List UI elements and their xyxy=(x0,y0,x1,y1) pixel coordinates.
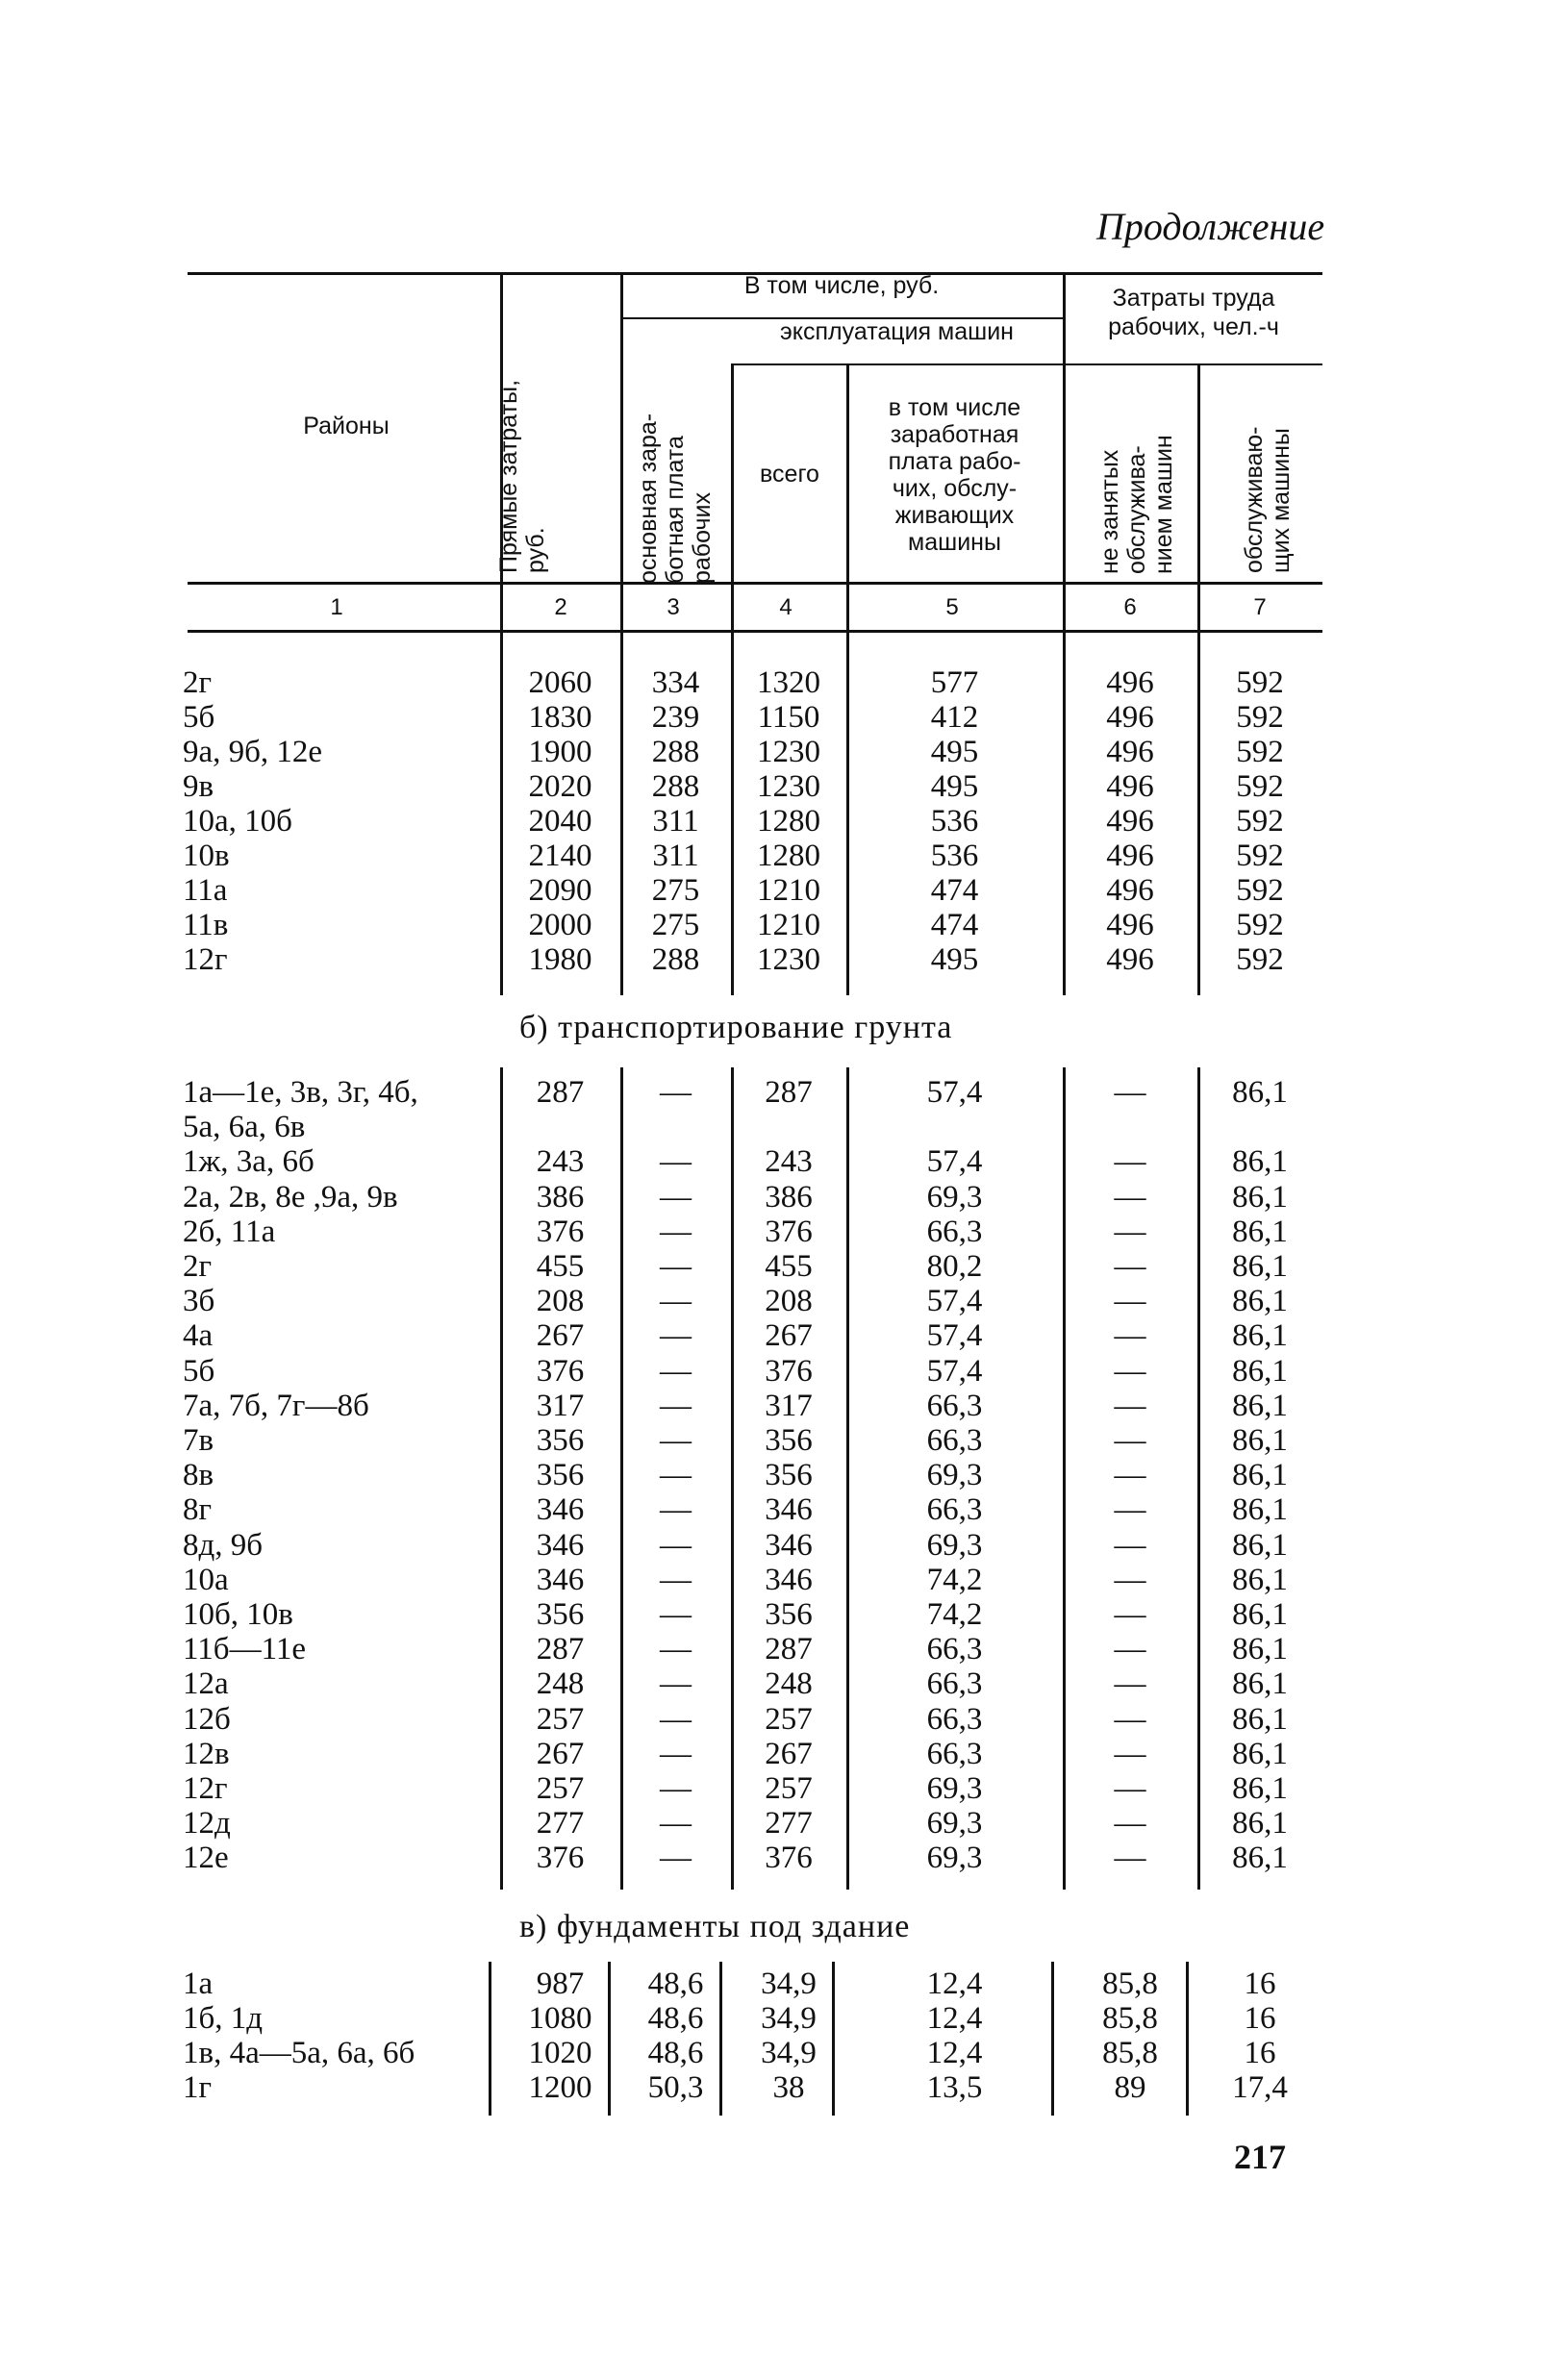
value-cell: 474 xyxy=(930,873,979,908)
column-number-5: 5 xyxy=(945,594,959,620)
value-cell: 267 xyxy=(536,1318,585,1354)
value-cell: 1280 xyxy=(757,804,820,839)
value-cell: 386 xyxy=(765,1179,813,1215)
column-number-6: 6 xyxy=(1123,594,1137,620)
district-cell: 12д xyxy=(183,1806,231,1841)
value-cell: 496 xyxy=(1106,665,1154,700)
value-cell: 1210 xyxy=(757,873,820,908)
value-cell: — xyxy=(1114,1388,1146,1423)
value-cell: 257 xyxy=(536,1771,585,1806)
value-cell: 592 xyxy=(1236,804,1284,839)
column-number-1: 1 xyxy=(330,594,343,620)
value-cell: 86,1 xyxy=(1232,1806,1288,1841)
district-cell: 12е xyxy=(183,1841,229,1876)
value-cell: 66,3 xyxy=(926,1632,983,1667)
value-cell: 69,3 xyxy=(926,1841,983,1876)
column-number-7: 7 xyxy=(1253,594,1267,620)
value-cell: 346 xyxy=(536,1527,585,1563)
district-cell: 12б xyxy=(183,1701,231,1737)
header-machine-service: обслуживаю- щих машины xyxy=(1241,426,1295,573)
value-cell: 267 xyxy=(765,1736,813,1771)
value-cell: — xyxy=(660,1423,692,1458)
value-cell: 376 xyxy=(765,1841,813,1876)
value-cell: 987 xyxy=(536,1967,585,2001)
value-cell: 536 xyxy=(930,839,979,873)
value-cell: — xyxy=(660,1492,692,1528)
value-cell: 275 xyxy=(651,908,700,942)
value-cell: 346 xyxy=(536,1492,585,1528)
value-cell: 12,4 xyxy=(926,2036,983,2070)
value-cell: — xyxy=(660,1388,692,1423)
value-cell: 455 xyxy=(765,1249,813,1284)
value-cell: 48,6 xyxy=(647,2001,704,2036)
value-cell: 86,1 xyxy=(1232,1458,1288,1493)
value-cell: — xyxy=(660,1632,692,1667)
district-cell: 5а, 6а, 6в xyxy=(183,1110,306,1145)
value-cell: 86,1 xyxy=(1232,1179,1288,1215)
district-cell: 10в xyxy=(183,839,230,873)
value-cell: — xyxy=(1114,1144,1146,1180)
district-cell: 11в xyxy=(183,908,229,942)
value-cell: 1320 xyxy=(757,665,820,700)
value-cell: — xyxy=(660,1597,692,1632)
value-cell: 311 xyxy=(652,804,699,839)
value-cell: 66,3 xyxy=(926,1736,983,1771)
value-cell: 592 xyxy=(1236,873,1284,908)
value-cell: — xyxy=(660,1144,692,1180)
header-divider-6 xyxy=(1197,363,1200,630)
value-cell: — xyxy=(660,1318,692,1354)
header-districts: Районы xyxy=(303,413,390,439)
value-cell: 208 xyxy=(536,1284,585,1319)
value-cell: 34,9 xyxy=(761,2036,817,2070)
value-cell: 86,1 xyxy=(1232,1562,1288,1597)
value-cell: 536 xyxy=(930,804,979,839)
value-cell: 57,4 xyxy=(926,1144,983,1180)
value-cell: 48,6 xyxy=(647,1967,704,2001)
section-b-title: б) транспортирование грунта xyxy=(519,1010,953,1045)
district-cell: 1ж, 3а, 6б xyxy=(183,1144,315,1180)
value-cell: — xyxy=(1114,1179,1146,1215)
value-cell: 86,1 xyxy=(1232,1214,1288,1249)
header-including: В том числе, руб. xyxy=(743,272,940,299)
value-cell: 48,6 xyxy=(647,2036,704,2070)
value-cell: 86,1 xyxy=(1232,1353,1288,1389)
value-cell: — xyxy=(1114,1527,1146,1563)
district-cell: 5б xyxy=(183,1353,215,1389)
value-cell: 57,4 xyxy=(926,1284,983,1319)
value-cell: 86,1 xyxy=(1232,1284,1288,1319)
value-cell: 474 xyxy=(930,908,979,942)
value-cell: 496 xyxy=(1106,769,1154,804)
value-cell: 86,1 xyxy=(1232,1771,1288,1806)
value-cell: 496 xyxy=(1106,804,1154,839)
value-cell: 496 xyxy=(1106,873,1154,908)
header-machine-operation: эксплуатация машин xyxy=(780,318,1014,345)
value-cell: 356 xyxy=(765,1423,813,1458)
value-cell: 85,8 xyxy=(1102,2036,1158,2070)
value-cell: — xyxy=(1114,1353,1146,1389)
value-cell: — xyxy=(1114,1666,1146,1702)
value-cell: 66,3 xyxy=(926,1388,983,1423)
value-cell: 257 xyxy=(765,1701,813,1737)
district-cell: 4а xyxy=(183,1318,214,1354)
value-cell: 1900 xyxy=(528,735,592,769)
value-cell: — xyxy=(1114,1458,1146,1493)
value-cell: 66,3 xyxy=(926,1423,983,1458)
value-cell: 57,4 xyxy=(926,1353,983,1389)
value-cell: — xyxy=(1114,1632,1146,1667)
value-cell: 267 xyxy=(536,1736,585,1771)
value-cell: 86,1 xyxy=(1232,1527,1288,1563)
value-cell: 1020 xyxy=(528,2036,592,2070)
value-cell: — xyxy=(660,1075,692,1110)
header-bottom-rule xyxy=(188,582,1322,585)
value-cell: — xyxy=(1114,1284,1146,1319)
value-cell: 267 xyxy=(765,1318,813,1354)
district-cell: 8д, 9б xyxy=(183,1527,264,1563)
value-cell: 85,8 xyxy=(1102,1967,1158,2001)
value-cell: 1200 xyxy=(528,2070,592,2105)
value-cell: 86,1 xyxy=(1232,1492,1288,1528)
district-cell: 2г xyxy=(183,1249,213,1284)
value-cell: 496 xyxy=(1106,908,1154,942)
value-cell: 346 xyxy=(765,1562,813,1597)
district-cell: 8в xyxy=(183,1458,214,1493)
district-cell: 10а xyxy=(183,1562,229,1597)
value-cell: — xyxy=(1114,1249,1146,1284)
value-cell: 38 xyxy=(772,2070,805,2105)
district-cell: 11а xyxy=(183,873,228,908)
rule-under-machine-operation xyxy=(731,363,1063,365)
value-cell: 1980 xyxy=(528,942,592,977)
value-cell: 287 xyxy=(536,1075,585,1110)
value-cell: 86,1 xyxy=(1232,1075,1288,1110)
district-cell: 12в xyxy=(183,1736,230,1771)
value-cell: 89 xyxy=(1114,2070,1146,2105)
value-cell: — xyxy=(1114,1597,1146,1632)
value-cell: — xyxy=(1114,1806,1146,1841)
value-cell: — xyxy=(660,1458,692,1493)
value-cell: — xyxy=(660,1771,692,1806)
value-cell: 12,4 xyxy=(926,2001,983,2036)
value-cell: 50,3 xyxy=(647,2070,704,2105)
colnum-bottom-rule xyxy=(188,630,1322,633)
value-cell: 86,1 xyxy=(1232,1632,1288,1667)
value-cell: 2140 xyxy=(528,839,592,873)
value-cell: — xyxy=(1114,1562,1146,1597)
value-cell: 2060 xyxy=(528,665,592,700)
value-cell: — xyxy=(660,1353,692,1389)
value-cell: 277 xyxy=(765,1806,813,1841)
value-cell: 376 xyxy=(536,1353,585,1389)
value-cell: 376 xyxy=(536,1841,585,1876)
value-cell: 86,1 xyxy=(1232,1249,1288,1284)
value-cell: — xyxy=(1114,1771,1146,1806)
value-cell: 57,4 xyxy=(926,1075,983,1110)
district-cell: 12г xyxy=(183,1771,228,1806)
value-cell: 376 xyxy=(536,1214,585,1249)
value-cell: 16 xyxy=(1244,2001,1276,2036)
header-direct-costs: Прямые затраты, руб. xyxy=(495,379,549,573)
value-cell: 257 xyxy=(765,1771,813,1806)
value-cell: 248 xyxy=(765,1666,813,1702)
value-cell: 356 xyxy=(536,1597,585,1632)
value-cell: 356 xyxy=(536,1458,585,1493)
value-cell: 69,3 xyxy=(926,1771,983,1806)
header-base-wage: основная зара- ботная плата рабочих xyxy=(635,413,716,584)
value-cell: 1150 xyxy=(757,700,820,735)
continuation-label: Продолжение xyxy=(1096,205,1325,248)
rule-under-labor xyxy=(1063,363,1322,365)
value-cell: 287 xyxy=(765,1632,813,1667)
value-cell: — xyxy=(660,1562,692,1597)
value-cell: — xyxy=(660,1214,692,1249)
value-cell: 66,3 xyxy=(926,1701,983,1737)
value-cell: 1230 xyxy=(757,735,820,769)
header-incl-wage: в том числе заработная плата рабо- чих, обслу- живающих машины xyxy=(888,394,1021,556)
district-cell: 12а xyxy=(183,1666,229,1702)
district-cell: 7в xyxy=(183,1423,214,1458)
value-cell: — xyxy=(1114,1841,1146,1876)
value-cell: 74,2 xyxy=(926,1597,983,1632)
value-cell: 275 xyxy=(651,873,700,908)
value-cell: 86,1 xyxy=(1232,1701,1288,1737)
value-cell: 376 xyxy=(765,1353,813,1389)
header-divider-5 xyxy=(1063,272,1066,630)
value-cell: 356 xyxy=(765,1458,813,1493)
value-cell: 257 xyxy=(536,1701,585,1737)
district-cell: 1в, 4а—5а, 6а, 6б xyxy=(183,2036,415,2070)
header-not-machine: не занятых обслужива- нием машин xyxy=(1096,435,1177,574)
value-cell: 34,9 xyxy=(761,2001,817,2036)
value-cell: 495 xyxy=(930,942,979,977)
value-cell: 496 xyxy=(1106,839,1154,873)
district-cell: 8г xyxy=(183,1492,213,1528)
value-cell: 86,1 xyxy=(1232,1318,1288,1354)
district-cell: 1а xyxy=(183,1967,214,2001)
column-number-3: 3 xyxy=(667,594,680,620)
value-cell: 288 xyxy=(651,942,700,977)
value-cell: 34,9 xyxy=(761,1967,817,2001)
district-cell: 9а, 9б, 12е xyxy=(183,735,323,769)
value-cell: 86,1 xyxy=(1232,1597,1288,1632)
header-divider-2 xyxy=(620,272,623,630)
value-cell: — xyxy=(1114,1423,1146,1458)
value-cell: 74,2 xyxy=(926,1562,983,1597)
value-cell: 1280 xyxy=(757,839,820,873)
value-cell: 69,3 xyxy=(926,1527,983,1563)
value-cell: 495 xyxy=(930,769,979,804)
header-divider-3 xyxy=(731,363,734,630)
district-cell: 2г xyxy=(183,665,213,700)
value-cell: 496 xyxy=(1106,735,1154,769)
value-cell: 592 xyxy=(1236,839,1284,873)
column-divider-c-1 xyxy=(489,1962,491,2116)
value-cell: — xyxy=(1114,1736,1146,1771)
value-cell: 496 xyxy=(1106,700,1154,735)
value-cell: 495 xyxy=(930,735,979,769)
value-cell: — xyxy=(660,1701,692,1737)
value-cell: 1230 xyxy=(757,769,820,804)
header-labor-costs: Затраты труда рабочих, чел.-ч xyxy=(1108,285,1279,340)
value-cell: — xyxy=(660,1841,692,1876)
district-cell: 2б, 11а xyxy=(183,1214,276,1249)
value-cell: 80,2 xyxy=(926,1249,983,1284)
value-cell: — xyxy=(660,1736,692,1771)
value-cell: 86,1 xyxy=(1232,1666,1288,1702)
value-cell: — xyxy=(1114,1318,1146,1354)
value-cell: 66,3 xyxy=(926,1214,983,1249)
value-cell: 346 xyxy=(765,1527,813,1563)
value-cell: 1210 xyxy=(757,908,820,942)
value-cell: 85,8 xyxy=(1102,2001,1158,2036)
value-cell: 208 xyxy=(765,1284,813,1319)
column-number-4: 4 xyxy=(779,594,793,620)
value-cell: 455 xyxy=(536,1249,585,1284)
value-cell: — xyxy=(1114,1492,1146,1528)
value-cell: — xyxy=(1114,1701,1146,1737)
value-cell: 287 xyxy=(536,1632,585,1667)
value-cell: — xyxy=(660,1806,692,1841)
district-cell: 2а, 2в, 8е ,9а, 9в xyxy=(183,1179,398,1215)
district-cell: 7а, 7б, 7г—8б xyxy=(183,1388,369,1423)
value-cell: 592 xyxy=(1236,942,1284,977)
header-total: всего xyxy=(760,461,819,488)
value-cell: 69,3 xyxy=(926,1179,983,1215)
value-cell: 243 xyxy=(536,1144,585,1180)
value-cell: 592 xyxy=(1236,769,1284,804)
value-cell: 592 xyxy=(1236,700,1284,735)
value-cell: 2090 xyxy=(528,873,592,908)
value-cell: 16 xyxy=(1244,2036,1276,2070)
value-cell: 17,4 xyxy=(1232,2070,1288,2105)
value-cell: 69,3 xyxy=(926,1458,983,1493)
value-cell: 1830 xyxy=(528,700,592,735)
value-cell: 577 xyxy=(930,665,979,700)
value-cell: 13,5 xyxy=(926,2070,983,2105)
value-cell: — xyxy=(660,1179,692,1215)
value-cell: 386 xyxy=(536,1179,585,1215)
district-cell: 10б, 10в xyxy=(183,1597,293,1632)
column-number-2: 2 xyxy=(554,594,567,620)
value-cell: 243 xyxy=(765,1144,813,1180)
value-cell: 334 xyxy=(651,665,700,700)
header-divider-4 xyxy=(846,363,849,630)
value-cell: 86,1 xyxy=(1232,1144,1288,1180)
value-cell: — xyxy=(1114,1075,1146,1110)
district-cell: 5б xyxy=(183,700,215,735)
value-cell: 346 xyxy=(536,1562,585,1597)
value-cell: 16 xyxy=(1244,1967,1276,2001)
value-cell: — xyxy=(1114,1214,1146,1249)
value-cell: 69,3 xyxy=(926,1806,983,1841)
value-cell: 356 xyxy=(765,1597,813,1632)
value-cell: 376 xyxy=(765,1214,813,1249)
value-cell: 311 xyxy=(652,839,699,873)
page-number: 217 xyxy=(1234,2138,1286,2176)
district-cell: 11б—11е xyxy=(183,1632,306,1667)
district-cell: 12г xyxy=(183,942,228,977)
value-cell: 86,1 xyxy=(1232,1841,1288,1876)
value-cell: — xyxy=(660,1284,692,1319)
district-cell: 3б xyxy=(183,1284,215,1319)
value-cell: 592 xyxy=(1236,908,1284,942)
value-cell: — xyxy=(660,1249,692,1284)
section-c-title: в) фундаменты под здание xyxy=(519,1909,911,1944)
value-cell: 248 xyxy=(536,1666,585,1702)
value-cell: 317 xyxy=(765,1388,813,1423)
value-cell: — xyxy=(660,1666,692,1702)
value-cell: 2040 xyxy=(528,804,592,839)
value-cell: — xyxy=(660,1527,692,1563)
value-cell: 412 xyxy=(930,700,979,735)
value-cell: 57,4 xyxy=(926,1318,983,1354)
value-cell: 346 xyxy=(765,1492,813,1528)
value-cell: 592 xyxy=(1236,735,1284,769)
value-cell: 317 xyxy=(536,1388,585,1423)
value-cell: 86,1 xyxy=(1232,1423,1288,1458)
value-cell: 356 xyxy=(536,1423,585,1458)
value-cell: 287 xyxy=(765,1075,813,1110)
value-cell: 2000 xyxy=(528,908,592,942)
value-cell: 86,1 xyxy=(1232,1388,1288,1423)
district-cell: 9в xyxy=(183,769,214,804)
value-cell: 66,3 xyxy=(926,1666,983,1702)
district-cell: 10а, 10б xyxy=(183,804,292,839)
value-cell: 288 xyxy=(651,735,700,769)
district-cell: 1а—1е, 3в, 3г, 4б, xyxy=(183,1075,418,1110)
value-cell: 66,3 xyxy=(926,1492,983,1528)
district-cell: 1б, 1д xyxy=(183,2001,264,2036)
value-cell: 277 xyxy=(536,1806,585,1841)
value-cell: 1230 xyxy=(757,942,820,977)
value-cell: 86,1 xyxy=(1232,1736,1288,1771)
value-cell: 12,4 xyxy=(926,1967,983,2001)
value-cell: 2020 xyxy=(528,769,592,804)
value-cell: 239 xyxy=(651,700,700,735)
value-cell: 496 xyxy=(1106,942,1154,977)
value-cell: 1080 xyxy=(528,2001,592,2036)
district-cell: 1г xyxy=(183,2070,213,2105)
value-cell: 288 xyxy=(651,769,700,804)
value-cell: 592 xyxy=(1236,665,1284,700)
